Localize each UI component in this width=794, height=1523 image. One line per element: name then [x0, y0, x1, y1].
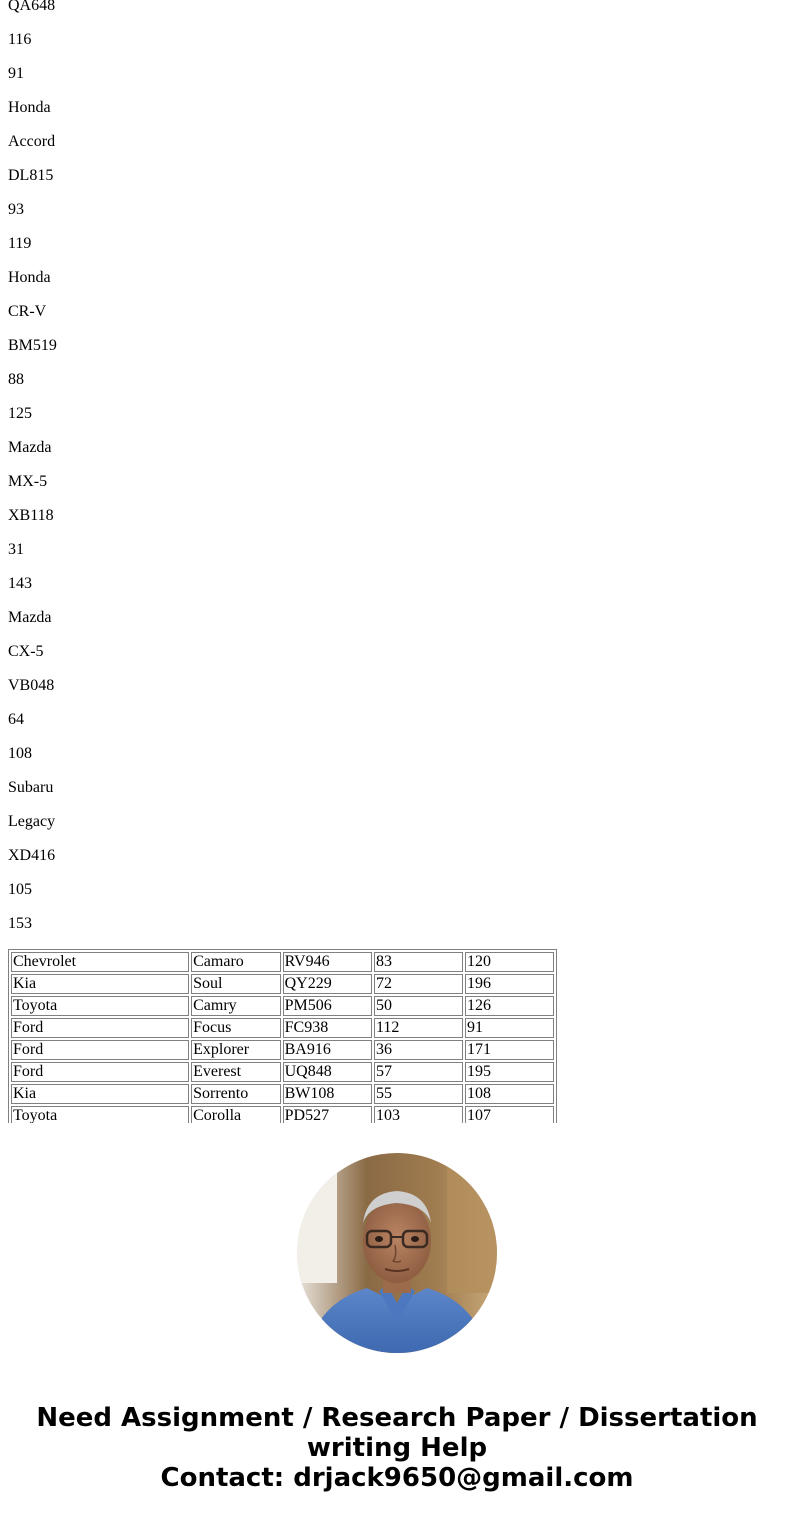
- table-cell: Sorrento: [191, 1084, 281, 1104]
- table-cell: 91: [465, 1018, 554, 1038]
- author-avatar: [297, 1153, 497, 1353]
- table-cell: Camaro: [191, 952, 281, 972]
- table-cell: 107: [465, 1106, 554, 1123]
- list-item: Honda: [8, 99, 51, 116]
- list-item: 143: [8, 575, 32, 592]
- table-cell: PM506: [283, 996, 372, 1016]
- list-item: CR-V: [8, 303, 47, 320]
- table-cell: 83: [374, 952, 463, 972]
- table-cell: Toyota: [11, 1106, 189, 1123]
- table-cell: 120: [465, 952, 554, 972]
- list-item: Subaru: [8, 779, 54, 796]
- vehicle-table-container[interactable]: [8, 949, 557, 1123]
- list-item: 119: [8, 235, 32, 252]
- table-cell: 171: [465, 1040, 554, 1060]
- vehicle-table: [8, 949, 557, 1123]
- table-cell: Ford: [11, 1018, 189, 1038]
- list-item: BM519: [8, 337, 57, 354]
- list-item: Mazda: [8, 439, 52, 456]
- table-row: [11, 996, 554, 1016]
- table-cell: Corolla: [191, 1106, 281, 1123]
- table-cell: 108: [465, 1084, 554, 1104]
- list-item: Accord: [8, 133, 56, 150]
- table-cell: Explorer: [191, 1040, 281, 1060]
- promo-headline-continued: writing Help: [306, 1433, 488, 1463]
- table-cell: BA916: [283, 1040, 372, 1060]
- table-cell: 103: [374, 1106, 463, 1123]
- list-item: VB048: [8, 677, 55, 694]
- list-item: 88: [8, 371, 24, 388]
- table-cell: FC938: [283, 1018, 372, 1038]
- promo-contact: Contact: drjack9650@gmail.com: [160, 1463, 634, 1493]
- table-cell: 196: [465, 974, 554, 994]
- table-cell: Ford: [11, 1062, 189, 1082]
- table-row: [11, 1018, 554, 1038]
- table-cell: 126: [465, 996, 554, 1016]
- promo-headline: Need Assignment / Research Paper / Dissertation: [36, 1403, 758, 1433]
- list-item: Mazda: [8, 609, 52, 626]
- list-item: XB118: [8, 507, 54, 524]
- table-cell: 36: [374, 1040, 463, 1060]
- list-item: 91: [8, 65, 24, 82]
- table-cell: Soul: [191, 974, 281, 994]
- table-cell: 72: [374, 974, 463, 994]
- table-row: [11, 1062, 554, 1082]
- table-cell: Kia: [11, 974, 189, 994]
- list-item: 105: [8, 881, 32, 898]
- table-cell: 112: [374, 1018, 463, 1038]
- table-cell: RV946: [283, 952, 372, 972]
- author-photo: [297, 1153, 497, 1353]
- table-row: [11, 1106, 554, 1123]
- promo-banner: [0, 1403, 794, 1493]
- table-cell: 57: [374, 1062, 463, 1082]
- table-row: [11, 1040, 554, 1060]
- list-item: 116: [8, 31, 32, 48]
- list-item: MX-5: [8, 473, 48, 490]
- list-item: 153: [8, 915, 32, 932]
- list-item: Honda: [8, 269, 51, 286]
- list-item: XD416: [8, 847, 56, 864]
- table-cell: Focus: [191, 1018, 281, 1038]
- table-cell: Chevrolet: [11, 952, 189, 972]
- table-row: [11, 974, 554, 994]
- table-cell: Camry: [191, 996, 281, 1016]
- table-cell: Toyota: [11, 996, 189, 1016]
- list-item: 93: [8, 201, 24, 218]
- vehicle-paragraph-list: [8, 0, 57, 941]
- list-item: DL815: [8, 167, 54, 184]
- table-cell: Ford: [11, 1040, 189, 1060]
- table-cell: 50: [374, 996, 463, 1016]
- table-cell: 55: [374, 1084, 463, 1104]
- list-item: CX-5: [8, 643, 44, 660]
- table-row: [11, 952, 554, 972]
- list-item: QA648: [8, 0, 56, 14]
- list-item: 125: [8, 405, 32, 422]
- table-cell: Kia: [11, 1084, 189, 1104]
- table-cell: QY229: [283, 974, 372, 994]
- table-cell: BW108: [283, 1084, 372, 1104]
- list-item: 108: [8, 745, 32, 762]
- list-item: Legacy: [8, 813, 56, 830]
- table-cell: 195: [465, 1062, 554, 1082]
- list-item: 64: [8, 711, 24, 728]
- table-cell: PD527: [283, 1106, 372, 1123]
- table-cell: UQ848: [283, 1062, 372, 1082]
- table-cell: Everest: [191, 1062, 281, 1082]
- list-item: 31: [8, 541, 24, 558]
- table-row: [11, 1084, 554, 1104]
